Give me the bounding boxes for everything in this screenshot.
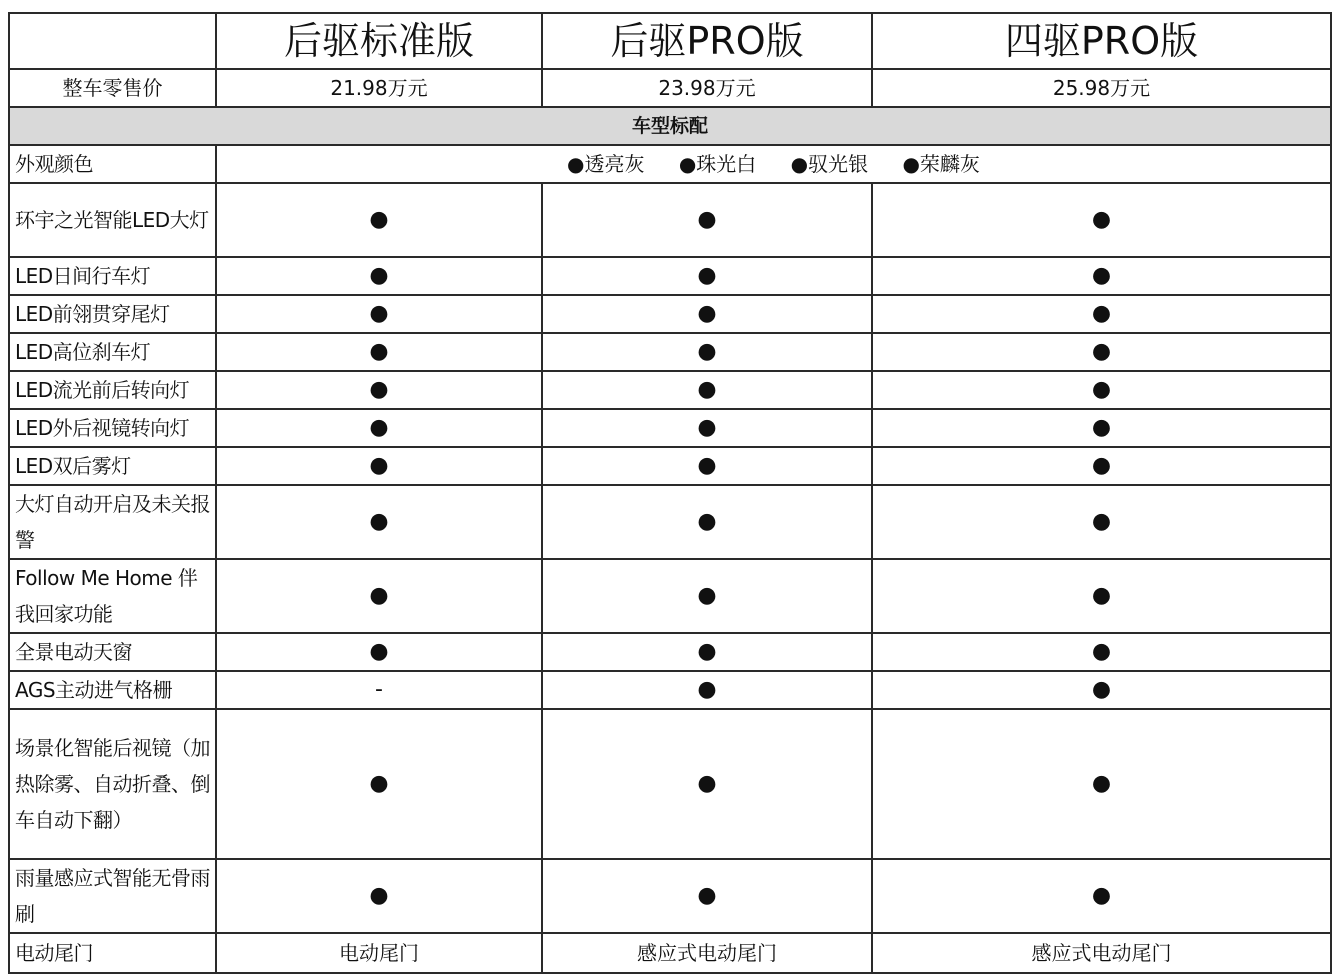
feature-value: ●: [542, 333, 872, 371]
feature-value: ●: [216, 859, 542, 933]
feature-value: ●: [542, 409, 872, 447]
feature-value: ●: [216, 633, 542, 671]
feature-value: ●: [216, 559, 542, 633]
feature-value: ●: [872, 183, 1331, 257]
feature-name: 全景电动天窗: [9, 633, 216, 671]
feature-name: LED双后雾灯: [9, 447, 216, 485]
feature-value: ●: [542, 671, 872, 709]
feature-row: [9, 447, 1331, 485]
feature-value: ●: [216, 409, 542, 447]
feature-name: LED前翎贯穿尾灯: [9, 295, 216, 333]
corner-cell: [9, 13, 216, 69]
colors-row: [9, 145, 1331, 183]
feature-value: ●: [872, 485, 1331, 559]
feature-name: LED流光前后转向灯: [9, 371, 216, 409]
feature-value: 感应式电动尾门: [872, 933, 1331, 973]
feature-row: [9, 933, 1331, 973]
feature-row: [9, 409, 1331, 447]
feature-row: [9, 183, 1331, 257]
feature-row: [9, 295, 1331, 333]
feature-name: AGS主动进气格栅: [9, 671, 216, 709]
feature-value: ●: [872, 447, 1331, 485]
feature-name: 大灯自动开启及未关报警: [9, 485, 216, 559]
feature-value: ●: [542, 859, 872, 933]
feature-value: ●: [872, 559, 1331, 633]
feature-name: Follow Me Home 伴我回家功能: [9, 559, 216, 633]
feature-name: LED高位刹车灯: [9, 333, 216, 371]
feature-name: LED外后视镜转向灯: [9, 409, 216, 447]
price-label: 整车零售价: [9, 69, 216, 107]
feature-value: ●: [542, 183, 872, 257]
feature-name: 场景化智能后视镜（加热除雾、自动折叠、倒车自动下翻）: [9, 709, 216, 859]
feature-value: ●: [542, 559, 872, 633]
feature-value: ●: [872, 295, 1331, 333]
feature-value: ●: [542, 295, 872, 333]
feature-name: LED日间行车灯: [9, 257, 216, 295]
feature-row: [9, 671, 1331, 709]
color-option: ●珠光白: [678, 152, 757, 176]
colors-label: 外观颜色: [9, 145, 216, 183]
feature-value: ●: [542, 633, 872, 671]
feature-value: ●: [542, 709, 872, 859]
feature-value: ●: [872, 257, 1331, 295]
feature-value: ●: [542, 371, 872, 409]
feature-value: ●: [216, 333, 542, 371]
feature-value: ●: [216, 709, 542, 859]
color-option: ●荣麟灰: [902, 152, 980, 176]
feature-value: 感应式电动尾门: [542, 933, 872, 973]
color-option: ●透亮灰: [567, 152, 645, 176]
feature-value: ●: [542, 447, 872, 485]
header-row: [9, 13, 1331, 69]
price-value: 23.98万元: [542, 69, 872, 107]
feature-value: ●: [216, 447, 542, 485]
spec-table: [8, 12, 1332, 974]
feature-name: 雨量感应式智能无骨雨刷: [9, 859, 216, 933]
feature-row: [9, 333, 1331, 371]
feature-value: ●: [542, 485, 872, 559]
section-title: 车型标配: [9, 107, 1331, 145]
trim-header-rwd-pro: 后驱PRO版: [542, 13, 872, 69]
color-option: ●驭光银: [790, 152, 869, 176]
price-value: 21.98万元: [216, 69, 542, 107]
feature-value: ●: [872, 333, 1331, 371]
feature-row: [9, 709, 1331, 859]
feature-value: ●: [542, 257, 872, 295]
feature-row: [9, 559, 1331, 633]
feature-value: ●: [216, 485, 542, 559]
feature-value: ●: [872, 633, 1331, 671]
feature-value: ●: [216, 183, 542, 257]
section-row: [9, 107, 1331, 145]
feature-row: [9, 371, 1331, 409]
feature-value: -: [216, 671, 542, 709]
price-row: [9, 69, 1331, 107]
feature-value: ●: [216, 295, 542, 333]
feature-value: 电动尾门: [216, 933, 542, 973]
feature-value: ●: [872, 671, 1331, 709]
feature-name: 环宇之光智能LED大灯: [9, 183, 216, 257]
feature-value: ●: [872, 371, 1331, 409]
colors-options: [216, 145, 1331, 183]
feature-value: ●: [872, 409, 1331, 447]
feature-row: [9, 485, 1331, 559]
feature-value: ●: [872, 859, 1331, 933]
trim-header-awd-pro: 四驱PRO版: [872, 13, 1331, 69]
price-value: 25.98万元: [872, 69, 1331, 107]
feature-name: 电动尾门: [9, 933, 216, 973]
feature-value: ●: [216, 257, 542, 295]
feature-value: ●: [216, 371, 542, 409]
feature-value: ●: [872, 709, 1331, 859]
feature-row: [9, 859, 1331, 933]
feature-row: [9, 633, 1331, 671]
feature-row: [9, 257, 1331, 295]
trim-header-rwd-standard: 后驱标准版: [216, 13, 542, 69]
